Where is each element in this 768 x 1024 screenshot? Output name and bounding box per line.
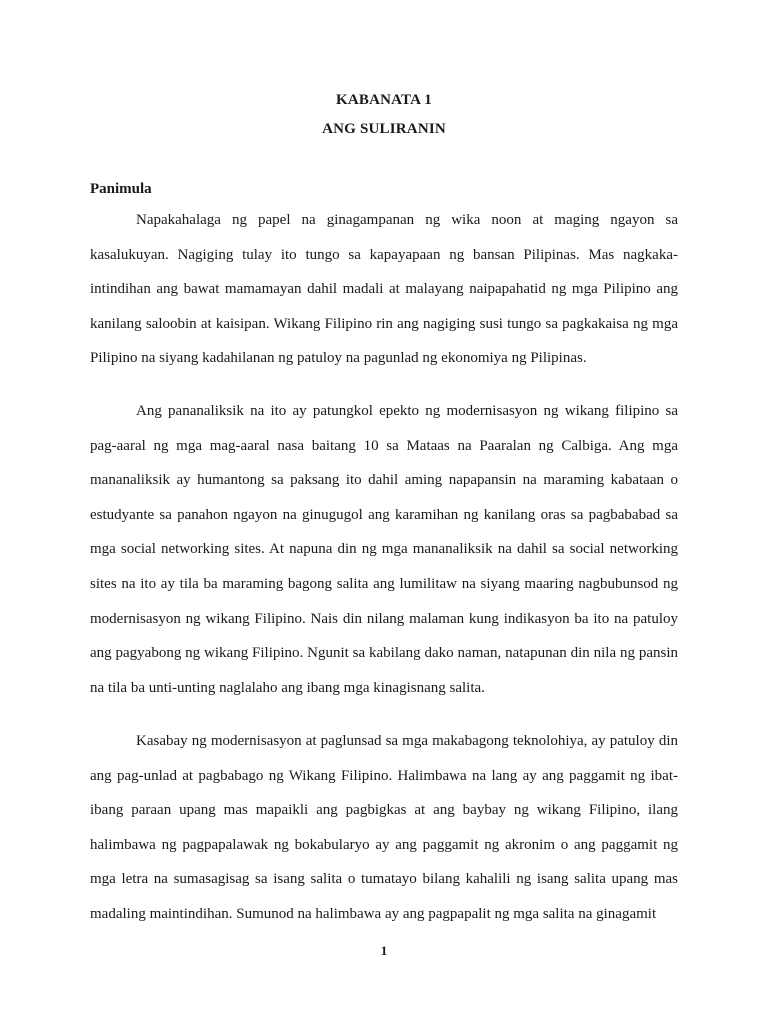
paragraph-3: Kasabay ng modernisasyon at paglunsad sa mga makabagong teknolohiya, ay patuloy din ang pag-unlad at pagbabago ng Wikang Filipino. Halimbawa na lang ay ang paggamit ng ibat-ibang paraan upang mas mapaikli ang pagbigkas at ang baybay ng wikang Filipino, ilang halimbawa ng pagpapalawak ng bokabularyo ay ang paggamit ng akronim o ang paggamit ng mga letra na sumasagisag sa isang salita o tumatayo bilang kahalili ng isang salita upang mas madaling maintindihan. Sumunod na halimbawa ay ang pagpapalit ng mga salita na ginagamit	[90, 733, 678, 922]
chapter-title: ANG SULIRANIN	[322, 121, 446, 137]
page-number: 1	[380, 943, 388, 958]
paragraph-1: Napakahalaga ng papel na ginagampanan ng wika noon at maging ngayon sa kasalukuyan. Nagiging tulay ito tungo sa kapayapaan ng bansan Pilipinas. Mas nagkaka-intindihan ang bawat mamamayan dahil madali at malayang naipapahatid ng mga Pilipino ang kanilang saloobin at kaisipan. Wikang Filipino rin ang nagiging susi tungo sa pagkakaisa ng mga Pilipino na siyang kadahilanan ng patuloy na pagunlad ng ekonomiya ng Pilipinas.	[90, 212, 678, 367]
section-heading: Panimula	[90, 181, 152, 197]
paragraph-2: Ang pananaliksik na ito ay patungkol epekto ng modernisasyon ng wikang filipino sa pag-aaral ng mga mag-aaral nasa baitang 10 sa Mataas na Paaralan ng Calbiga. Ang mga mananaliksik ay humantong sa paksang ito dahil aming napapansin na maraming kabataan o estudyante sa panahon ngayon na ginugugol ang karamihan ng kanilang oras sa pagbababad sa mga social networking sites. At napuna din ng mga mananaliksik na dahil sa social networking sites na ito ay tila ba maraming bagong salita ang lumilitaw na siyang maaring nagbubunsod ng modernisasyon ng wikang Filipino. Nais din nilang malaman kung indikasyon ba ito na patuloy ang pagyabong ng wikang Filipino. Ngunit sa kabilang dako naman, natapunan din nila ng pansin na tila ba unti-unting naglalaho ang ibang mga kinagisnang salita.	[90, 403, 678, 696]
chapter-number: KABANATA 1	[335, 92, 433, 108]
